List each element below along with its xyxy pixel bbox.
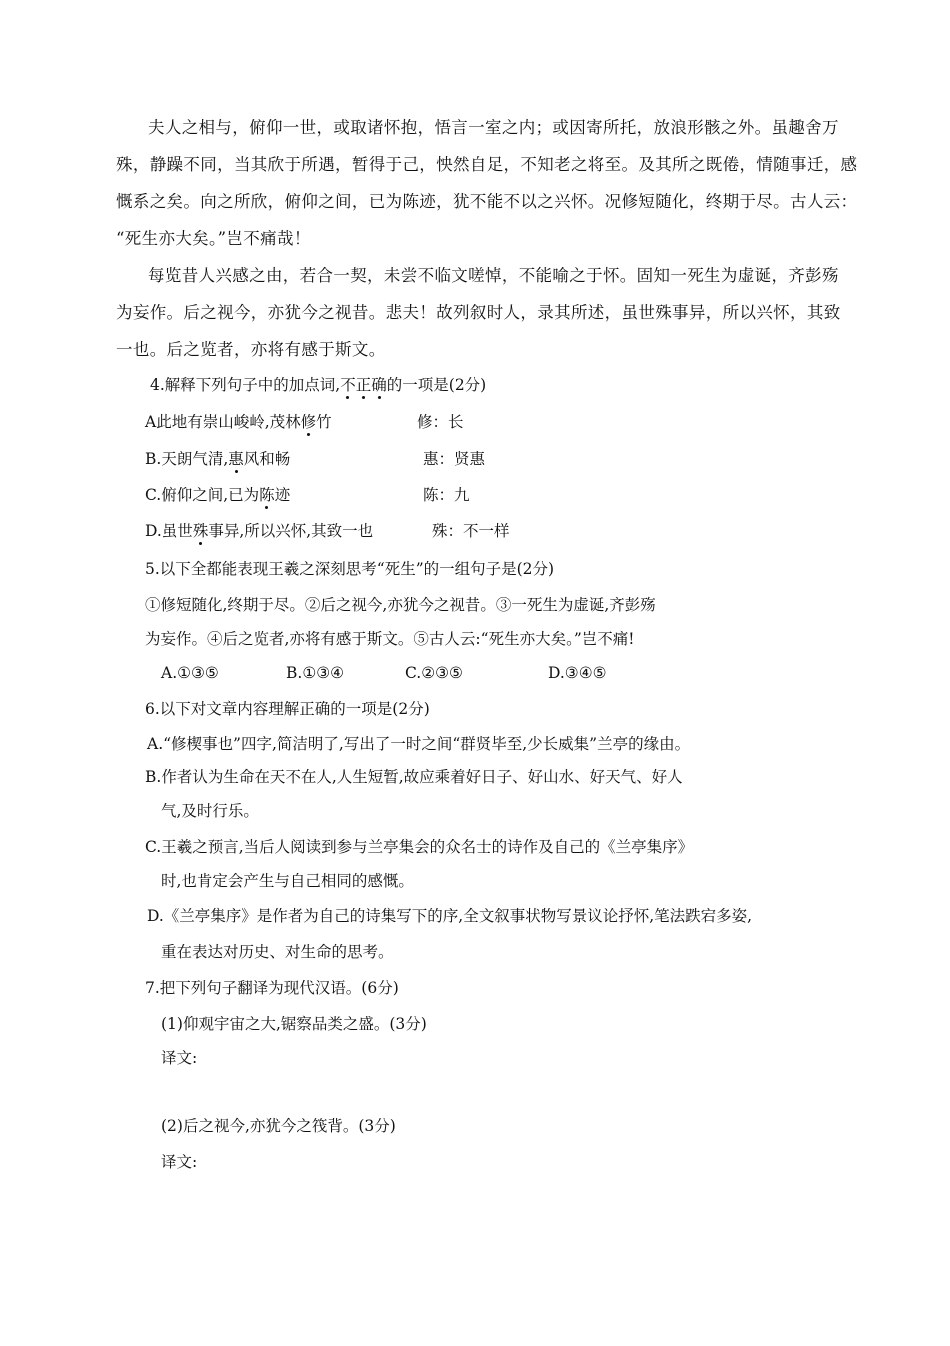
option-text: 风和畅 <box>243 450 291 468</box>
q7-stem: 7.把下列句子翻译为现代汉语。(6分) <box>145 979 399 997</box>
option-text: A此地有崇山峻岭,茂林 <box>145 413 301 431</box>
q7-sentence-2: (2)后之视今,亦犹今之筏背。(3分) <box>161 1117 396 1135</box>
dotted-char: 不 <box>340 376 356 394</box>
option-text: C.俯仰之间,已为 <box>145 486 260 504</box>
q7-translation-label-2: 译文: <box>161 1153 198 1171</box>
q4-gloss-a: 修：长 <box>417 413 464 431</box>
q4-gloss-c: 陈：九 <box>423 486 470 504</box>
q5-choice-d: D.③④⑤ <box>548 664 607 682</box>
q4-option-a <box>145 411 332 433</box>
q7-sentence-1: (1)仰观宇宙之大,锯察品类之盛。(3分) <box>161 1015 427 1033</box>
q6-stem: 6.以下对文章内容理解正确的一项是(2分) <box>145 700 430 718</box>
dotted-char: 惠 <box>228 450 244 468</box>
q6-option-d-line1: D.《兰亭集序》是作者为自己的诗集写下的序,全文叙事状物写景议论抒怀,笔法跌宕多姿, <box>147 907 753 925</box>
option-text: 迹 <box>274 486 291 504</box>
q4-stem <box>150 374 486 396</box>
option-text: B.天朗气清, <box>145 450 229 468</box>
q5-line2: 为妄作。④后之览者,亦将有感于斯文。⑤古人云:“死生亦大矣。”岂不痛! <box>145 630 635 648</box>
passage-p1-line2: 殊，静躁不同，当其欣于所遇，暂得于己，怏然自足，不知老之将至。及其所之既倦，情随事迁，感 <box>116 155 858 174</box>
passage-p1-line4: “死生亦大矣。”岂不痛哉！ <box>116 229 311 248</box>
q4-stem-text: 的一项是(2分) <box>386 376 487 394</box>
passage-p2-line3: 一也。后之览者，亦将有感于斯文。 <box>116 340 386 359</box>
option-text: 竹 <box>316 413 332 431</box>
q4-gloss-d: 殊：不一样 <box>432 522 510 540</box>
q5-choice-a: A.①③⑤ <box>161 664 219 682</box>
dotted-char: 确 <box>371 376 387 394</box>
passage-p1-line3: 慨系之矣。向之所欣，俯仰之间，已为陈迹，犹不能不以之兴怀。况修短随化，终期于尽。古人云： <box>116 192 858 211</box>
q4-gloss-b: 惠：贤惠 <box>423 450 486 468</box>
q5-stem: 5.以下全都能表现王羲之深刻思考“死生”的一组句子是(2分) <box>145 560 555 578</box>
q4-option-b <box>145 448 290 470</box>
passage-p1-line1: 夫人之相与，俯仰一世，或取诸怀抱，悟言一室之内；或因寄所托，放浪形骸之外。虽趣舍万 <box>148 118 839 137</box>
dotted-char: 殊 <box>192 522 209 540</box>
q5-choice-b: B.①③④ <box>286 664 345 682</box>
q6-option-d-line2: 重在表达对历史、对生命的思考。 <box>161 943 394 961</box>
q5-choice-c: C.②③⑤ <box>405 664 463 682</box>
option-text: 事异,所以兴怀,其致一也 <box>208 522 374 540</box>
q6-option-b-line2: 气,及时行乐。 <box>161 802 259 820</box>
q6-option-a: A.“修楔事也”四字,简洁明了,写出了一时之间“群贤毕至,少长威集”兰亭的缘由。 <box>147 735 691 753</box>
dotted-char: 正 <box>355 376 372 394</box>
q6-option-b-line1: B.作者认为生命在天不在人,人生短暂,故应乘着好日子、好山水、好天气、好人 <box>145 768 683 786</box>
q6-option-c-line2: 时,也肯定会产生与自己相同的感慨。 <box>161 872 414 890</box>
q7-translation-label-1: 译文: <box>161 1049 198 1067</box>
q4-stem-text: 4.解释下列句子中的加点词, <box>150 376 341 394</box>
dotted-char: 陈 <box>259 486 275 504</box>
option-text: D.虽世 <box>145 522 193 540</box>
q4-option-c <box>145 484 290 506</box>
dotted-char: 修 <box>300 413 317 431</box>
q6-option-c-line1: C.王羲之预言,当后人阅读到参与兰亭集会的众名士的诗作及自己的《兰亭集序》 <box>145 838 694 856</box>
q5-line1: ①修短随化,终期于尽。②后之视今,亦犹今之视昔。③一死生为虚诞,齐彭殇 <box>145 596 656 614</box>
passage-p2-line2: 为妄作。后之视今，亦犹今之视昔。悲夫！故列叙时人，录其所述，虽世殊事异，所以兴怀，其致 <box>116 303 841 322</box>
passage-p2-line1: 每览昔人兴感之由，若合一契，未尝不临文嗟悼，不能喻之于怀。固知一死生为虚诞，齐彭殇 <box>148 266 839 285</box>
q4-option-d <box>145 520 373 542</box>
